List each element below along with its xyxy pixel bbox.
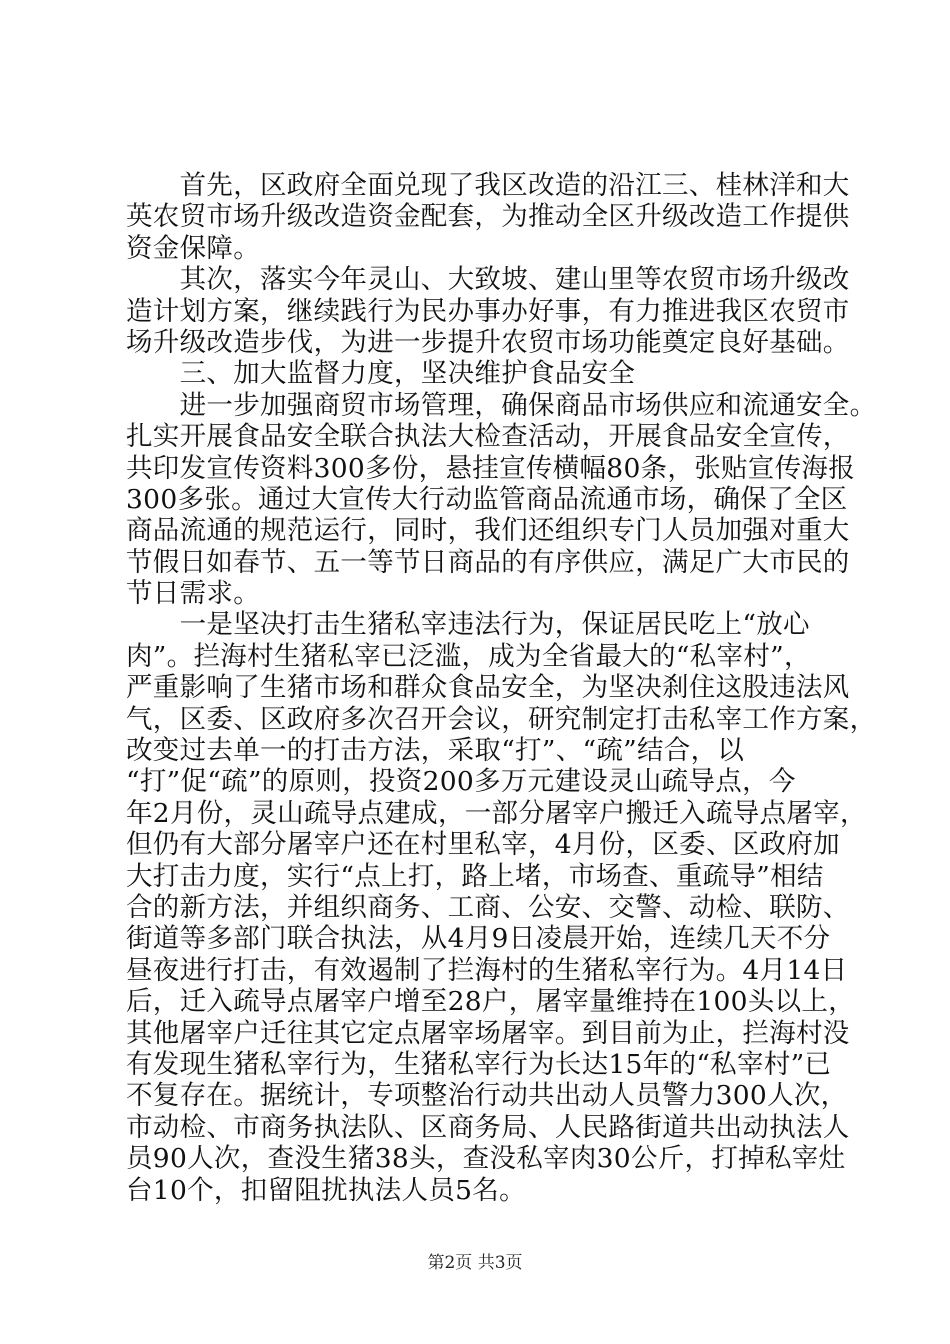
text-line: 进一步加强商贸市场管理，确保商品市场供应和流通安全。 xyxy=(126,389,877,421)
text-line: 年2月份，灵山疏导点建成，一部分屠宰户搬迁入疏导点屠宰， xyxy=(126,797,867,829)
text-line: 其他屠宰户迁往其它定点屠宰场屠宰。到目前为止，拦海村没 xyxy=(126,1017,850,1049)
text-line: 严重影响了生猪市场和群众食品安全，为坚决刹住这股违法风 xyxy=(126,672,850,704)
text-line: 英农贸市场升级改造资金配套，为推动全区升级改造工作提供 xyxy=(126,201,850,233)
text-line: 节假日如春节、五一等节日商品的有序供应，满足广大市民的 xyxy=(126,546,850,578)
text-line: 资金保障。 xyxy=(126,232,260,264)
page-footer: 第2页 共3页 xyxy=(427,1253,523,1273)
text-line: 有发现生猪私宰行为，生猪私宰行为长达15年的“私宰村”已 xyxy=(126,1048,832,1080)
text-line: 场升级改造步伐，为进一步提升农贸市场功能奠定良好基础。 xyxy=(126,326,850,358)
text-line: 造计划方案，继续践行为民办事办好事，有力推进我区农贸市 xyxy=(126,295,850,327)
text-line: 不复存在。据统计，专项整治行动共出动人员警力300人次， xyxy=(126,1080,848,1112)
text-line: 肉”。拦海村生猪私宰已泛滥，成为全省最大的“私宰村”， xyxy=(126,640,811,672)
text-line: 节日需求。 xyxy=(126,578,260,610)
text-line: 台10个，扣留阻扰执法人员5名。 xyxy=(126,1174,526,1206)
document-body xyxy=(126,170,877,1206)
text-line: 昼夜进行打击，有效遏制了拦海村的生猪私宰行为。4月14日 xyxy=(126,954,848,986)
text-line: 300多张。通过大宣传大行动监管商品流通市场，确保了全区 xyxy=(126,483,848,515)
text-line: 三、加大监督力度，坚决维护食品安全 xyxy=(126,358,636,390)
text-line: 气，区委、区政府多次召开会议，研究制定打击私宰工作方案， xyxy=(126,703,877,735)
text-line: 共印发宣传资料300多份，悬挂宣传横幅80条，张贴宣传海报 xyxy=(126,452,855,484)
text-line: 其次，落实今年灵山、大致坡、建山里等农贸市场升级改 xyxy=(126,264,850,296)
text-line: 但仍有大部分屠宰户还在村里私宰，4月份，区委、区政府加 xyxy=(126,829,840,861)
text-line: 大打击力度，实行“点上打，路上堵，市场查、重疏导”相结 xyxy=(126,860,824,892)
text-line: 员90人次，查没生猪38头，查没私宰肉30公斤，打掉私宰灶 xyxy=(126,1143,846,1175)
text-line: “打”促“疏”的原则，投资200多万元建设灵山疏导点，今 xyxy=(126,766,796,798)
text-line: 扎实开展食品安全联合执法大检查活动，开展食品安全宣传， xyxy=(126,421,850,453)
text-line: 市动检、市商务执法队、区商务局、人民路街道共出动执法人 xyxy=(126,1111,850,1143)
text-line: 街道等多部门联合执法，从4月9日凌晨开始，连续几天不分 xyxy=(126,923,831,955)
text-line: 合的新方法，并组织商务、工商、公安、交警、动检、联防、 xyxy=(126,891,850,923)
text-line: 一是坚决打击生猪私宰违法行为，保证居民吃上“放心 xyxy=(126,609,810,641)
text-line: 改变过去单一的打击方法，采取“打”、“疏”结合，以 xyxy=(126,735,745,767)
text-line: 首先，区政府全面兑现了我区改造的沿江三、桂林洋和大 xyxy=(126,170,850,201)
text-line: 后，迁入疏导点屠宰户增至28户，屠宰量维持在100头以上， xyxy=(126,986,855,1018)
text-line: 商品流通的规范运行，同时，我们还组织专门人员加强对重大 xyxy=(126,515,850,547)
